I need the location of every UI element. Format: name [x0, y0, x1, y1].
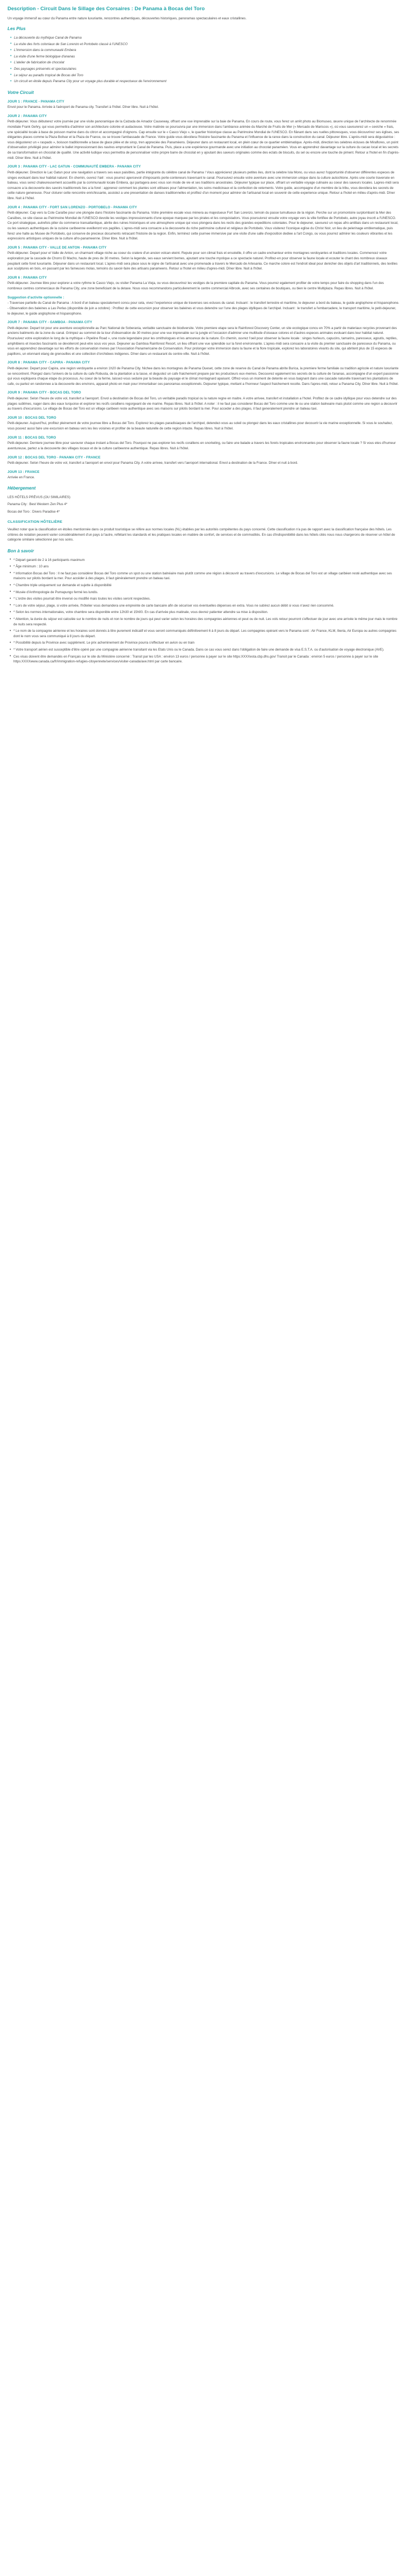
day-heading: JOUR 12 : BOCAS DEL TORO - PANAMA CITY - FRANCE: [8, 455, 101, 459]
bon-a-savoir-list: [8, 558, 399, 665]
day-heading: JOUR 11 : BOCAS DEL TORO: [8, 435, 56, 440]
list-item: • * Attention, la durée du séjour est calculée sur le nombre de nuits et non le nombre de jours qui peut varier selon les horaires des compagnies aériennes et peut ou de nuit. Les vols retour pourront s'effectuer de jour avec une arrivée le même jour mais le nombre de nuits sera respecté.: [13, 617, 399, 627]
day-block: [8, 320, 399, 356]
list-item: • Des paysages préservés et spectaculaires: [14, 67, 399, 72]
day-heading: JOUR 5 : PANAMA CITY - VALLE DE ANTON - PANAMA CITY: [8, 245, 107, 250]
page-title: Description - Circuit Dans le Sillage des Corsaires : De Panama à Bocas del Toro: [8, 5, 205, 11]
list-item: • * Âge minimum : 10 ans: [13, 564, 399, 570]
section-heading-les-plus: Les Plus: [8, 26, 26, 32]
classification-text: Veuillez noter que la classification en étoiles mentionnée dans ce produit touristique se réfère aux normes locales (NL) établies par les autorités compétentes du pays concerné. Cette classification n'a pas de rapport avec la classification française des hôtels. Les critères de notation peuvent varier considérablement d'un pays à l'autre, reflétant les standards et les pratiques locales en matière de confort, de services et de commodités. En cas d'indisponibilité dans les hôtels cités nous nous chargerons de réserver un hôtel de catégorie similaire sélectionné par nos soins.: [8, 528, 395, 542]
day-text: Petit-déjeuner. Journee libre pour explorer a votre rythme le Casco Viejo, ou visiter Panama La Vieja, ou vous decouvrirez les vestiges de la premiere capitale du Panama. Vous pourrez egalement profiter de votre temps pour faire du shopping dans l'un des nombreux centres commerciaux de Panama City, une zone beneficiant de la detaxe. Nous vous recommandons particulierement le centre commercial Albrook, avec ses centaines de boutiques, ou bien le centre Multiplaza. Repas libres. Nuit à l'hôtel.: [8, 281, 384, 291]
day-text: Petit-dejeuner. Aujourd'hui, profitez pleinement de votre journee libre a Bocas del Toro. Explorez les plages paradisiaques de l'archipel, detendez-vous au soleil ou plongez dans les eaux cristallines pour decouvrir la vie marine exceptionnelle. Si vous le souhaitez, vous pouvez aussi faire une excursion en bateau vers les iles voisines et profiter de la beaute naturelle de cette region intacte. Repas libres. Nuit à l'hôtel.: [8, 421, 393, 431]
list-item: • Ces visas doivent être demandés en Français sur le site du Ministère concerné : Transit par les USA : environ 13 euros / personne à payer sur le site https:XXXXesta.cbp.dhs.gov/ Transit par le Canada : environ 5 euros / personne à payer sur le site https:XXXXwww.canada.ca/fr/immigration-refugies-citoyennete/services/visiter-canada/ave.html par carte bancaire.: [13, 654, 399, 665]
day-text: Petit-déjeuner. Vous débuterez votre journée par une visite panoramique de la Calzada de Amador Causeway, offrant une vue imprenable sur la baie de Panama. En cours de route, vous ferez un arrêt photo au Biomuseo, œuvre unique de l'architecte de renommée mondiale Frank Gehry, qui vous permettra d'admirer son architecture colorée et audacieuse. Votre matinée se poursuivra par une immersion dans l'ambiance animée du Marché de Fruits de Mer (« Mercado de Mariscos »), où vous savourerez un « ceviche » frais, une spécialité locale à base de poisson marine dans du citron et accompagné d'oignons. Cap ensuite sur le « Casco Viejo », le quartier historique classe au Patrimoine Mondial de l'UNESCO. En flânant dans ses ruelles pittoresques, vous découvrirez ses églises, ses élégantes places comme la Plaza Bolivar et la Plaza de France, ou se trouve l'ambassade de France. Votre guide vous dévoilera l'histoire fascinante du Panama et l'influence de la rance dans la construction du canal. Déjeuner libre. L'après-midi sera dégustatrice : vous dégusterez un « raspado », boisson traditionnelle a base de glace pilée et de sirop, tren appreciée des Panaméens. Déjeuner dans un restaurant local, en plein cœur de ce quartier emblématique. Après-midi, direction les celebres écluses de Miraflores, un point d'observation privilégié pour admirer le ballet impressionnant des navires empruntant le Canal de Panama. Puis, place a une expérience gourmande avec une initiation au chocolat panaméen. Vous en apprendrez davantage sur la culture du cacao local et les secrets de sa transformation en chocolat de qualité. Une activité ludique vous permettra de personnaliser votre propre barre de chocolat en y ajoutant des saveurs originales comme des eclats de biscuits, du sel ou encore une touche de piment. Retour a l'hotel en fin d'après-midi. Dîner libre. Nuit à l'hôtel.: [8, 120, 399, 160]
day-block: [8, 470, 399, 480]
list-item: • * Départ garanti de 2 à 16 participants maximum: [13, 558, 399, 563]
bon-a-savoir-section: [8, 548, 399, 665]
list-item: • * Le nom de la compagnie aérienne et les horaires sont donnés à titre purement indicatif et vous seront communiqués définitivement 6 à 8 jours du départ. Les compagnies opérant vers le Panama sont : Air France, KLM, Iberia, Air Europa ou autres compagnies dont le nom vous sera communiqué à 8 jours du départ.: [13, 629, 399, 639]
list-item: • * Selon les normes internationales, votre chambre sera disponible entre 12h30 et 15h00. En cas d'arrivée plus matinale, vous devrez patienter attendre sa mise à disposition.: [13, 610, 399, 615]
classification-heading: CLASSIFICATION HÔTELIÈRE: [8, 520, 63, 524]
day-block: [8, 114, 399, 160]
list-item: • La visite d'une ferme biologique d'ananas: [14, 54, 399, 60]
day-block: [8, 455, 399, 466]
day-text: Petit-déjeuner. Direction le Lac Gatun pour une navigation a travers ses eaux paisibles, partie intégrante du célèbre canal de Panama ! Vous apprécierez plusieurs petites iles, dont la celebre Isla Mono, ou vous aurez l'opportunité d'observer différentes especes de singes evoluant dans leur habitat naturel. En chemin, ouvrez l'œil : vous pourrez apercevoir d'imposants porte-conteneurs traversant le canal. Poursuivez ensuite votre aventure avec une immersion unique dans la culture autochtone. Après une courte traversée en bateau, vous serez chaleureusement accueillis par la communauté locale Embera, qui partagera avec vous son mode de vie et ses traditions ancestrales. Déjeuner typique sur place, offrant un veritable voyage culinaire au coeur des saveurs locales. Lapres-midi sera consacre a la decouverte des savoirs traditionnels lies a la foret : apprenez comment les plantes sont utilisees pour l'alimentation, les soins medicinaux et la confection de vetements. Votre guide, accompagne d'un membre de la tribu, vous devoilera les secrets de cette nature genereuse. Pour cloturer cette rencontre enrichissante, assistez a une presentation de danses traditionnelles et profitez d'un moment pour admirer de l'artisanat local en souvenir de cette experience unique. Retour a l'hotel en milieu d'après-midi. Dîner libre. Nuit à l'hôtel.: [8, 170, 399, 200]
list-item: • L'atelier de fabrication de chocolat: [14, 60, 399, 65]
day-heading: JOUR 7 : PANAMA CITY - GAMBOA - PANAMA CITY: [8, 320, 92, 325]
list-item: • La visite des forts coloniaux de San Lorenzo et Portobelo classé à l'UNESCO: [14, 42, 399, 47]
day-text: Arrivée en France.: [8, 476, 35, 480]
list-item: • * Chambre triple uniquement sur demande et sujette à disponibilité: [13, 583, 399, 588]
document-page: [0, 0, 407, 683]
day-heading: JOUR 4 : PANAMA CITY - FORT SAN LORENZO - PORTOBELO - PANAMA CITY: [8, 205, 137, 209]
list-item: • * Possibilité depuis la Province avec supplément. Le prix acheminement de Province pourra s'effectuer en avion ou en train: [13, 640, 399, 646]
hotels-label: LES HÔTELS PRÉVUS (OU SIMILAIRES): [8, 495, 70, 499]
section-heading-votre-circuit: Votre Circuit: [8, 90, 34, 95]
intro-paragraph: Un voyage immersif au cœur du Panama entre nature luxuriante, rencontres authentiques, découvertes historiques, panoramas spectaculaires et eaux cristallines.: [8, 16, 247, 20]
day-text: Petit-dejeuner. Selon l'heure de votre vol, transfert a l'aeroport. Envol a destination de Bocas del Toro, un veritable paradis tropical ou la nature regne en maitre. A votre arrivee, transfert et installation a l'hotel. Profitez de ce cadre idyllique pour vous detendre sur des plages sublimes, nager dans des eaux turquoise et explorer les recifs coralliens regorgeant de vie marine. Repas libres. Nuit à l'hôtel. A noter : il ne faut pas considerer Bocas del Toro comme une ile ou une station balneaire mais plutot comme une region a decouvrir au travers d'excursions. Le village de Bocas del Toro est un village caribeen reste authentique avec ses maisons sur pilotis bordant la mer. Pour acceder a des plages, il faut generalement prendre un bateau taxi.: [8, 397, 398, 411]
hebergement-block: [8, 495, 399, 515]
day-heading: JOUR 13 : FRANCE: [8, 470, 40, 474]
list-item: • * L'ordre des visites pourrait être inversé ou modifié mais toutes les visites seront respectées.: [13, 596, 399, 602]
les-plus-list: [8, 35, 399, 84]
list-item: • * Musée d'Anthropologie de Pumapungo fermé les lundis.: [13, 590, 399, 595]
day-block: [8, 99, 399, 110]
day-block: [8, 390, 399, 411]
day-text: Petit-dejeuner. Derniere journee libre pour savourer chaque instant a Bocas del Toro. Pourquoi ne pas explorer les recifs coralliens en snorkeling, ou faire une balade a travers les forets tropicales environnantes pour observer la faune locale ? Si vous etes d'humeur aventureuse, partez a la decouverte des villages locaux et de la culture caribeenne authentique. Repas libres. Nuit à l'hôtel.: [8, 441, 396, 450]
day-text: Petit-déjeuner. Cap vers la Cote Caraïbe pour une plongée dans l'histoire fascinante du Panama. Votre première escale vous mènera au majestueux Fort San Lorenzo, temoin du passe tumultueux de la région. Perche sur un promontoire surplombant la Mer des Caraïbes, ce site classe au Patrimoine Mondial de l'UNESCO devoile les vestiges impressionnants d'une epoque marquee par les pirates et les conquistadors. Vous poursuivrez ensuite votre voyage vers la ville fortifiee de Portobelo, autre joyau inscrit a l'UNESCO. Ce port strategique, autrefois pilier du commerce transatlantique, abrite des ruines historiques et une atmosphere unique qui vous plongera dans les recits des grandes expeditions coloniales. Pour le dejeuner, savourez un repas afro-antillais dans un restaurant local, ou les saveurs authentiques de la cuisine caribeenne eveilleront vos papilles. L'apres-midi sera consacre a la decouverte du riche patrimoine culturel et religieux de Portobelo. Vous visiterez l'iconique eglise du Christ Noir, un lieu de pelerinage emblematique, puis ferez une halte au Musee de Portobelo, qui conserve de precieux documents retracant l'histoire de la region. Enfin, terminez cette journee immersive par une visite d'une salle d'exposition dediee a l'art Congo, ou vous pourrez admirer les couleurs vibrantes et les expressions artistiques uniques de la culture afro-panameenne. Dîner libre. Nuit à l'hôtel.: [8, 211, 398, 241]
section-heading-hebergement: Hébergement: [8, 485, 36, 491]
day-text: Envol pour le Panama. Arrivée à l'aéroport de Panama city. Transfert à l'hôtel. Dîner libre. Nuit à l'hôtel.: [8, 105, 159, 110]
day-block: [8, 275, 399, 291]
list-item: • Un circuit en étoile depuis Panama City pour un voyage plus durable et respectueux de l'environnement: [14, 79, 399, 84]
day-heading: JOUR 10 : BOCAS DEL TORO: [8, 415, 56, 420]
day-block: [8, 245, 399, 272]
bon-a-savoir-heading: Bon à savoir: [8, 548, 34, 553]
day-heading: JOUR 1 : FRANCE - PANAMA CITY: [8, 99, 64, 104]
day-heading: JOUR 3 : PANAMA CITY - LAC GATUN - COMMUNAUTÉ EMBERA - PANAMA CITY: [8, 165, 141, 169]
day-text: Petit-dejeuner. Selon l'heure de votre vol, transfert a l'aeroport en envol pour Panama City. A votre arrivee, transfert vers l'aeroport international. Envol a destination de la France. Dîner et nuit à bord.: [8, 461, 299, 465]
hotel-panama-city: Panama City : Best Western Zen Plus 4*: [8, 502, 68, 507]
day-block: [8, 205, 399, 242]
list-item: • * Lors de votre séjour, plage, si votre arrivée, l'hôtelier vous demandera une empreinte de carte bancaire afin de sécuriser vos éventuelles dépenses en extra. Vous ne subirez aucun débit si vous n'avez rien consommé.: [13, 603, 399, 609]
optional-activities-block: [8, 295, 399, 316]
day-text: Petit-déjeuner. Depart pour el Valle de Anton, un charmant village niche au coeur du cratere d'un ancien volcan eteint. Repute pour son climat frais et ensoleille, il offre un cadre enchanteur entre montagnes verdoyantes et traditions locales. Commencez votre exploration par la cascade de Chorro El Macho, haute de pres de 30 metres. Selon la legende, ses eaux servient bemes, ajoutant une touche mystique a ce spectacle naturel. Profitez-en pour observer la faune locale et ecouter le chant des nombreux oiseaux peuplant cette foret luxuriante. Déjeuner dans un restaurant local. L'apres-midi sera place sous le signe de l'artisanat avec une promenade a travers le Mercado de Artesania. Ce marche colore est l'endroit ideal pour denicher des objets d'art traditionnels, des textiles aux sculptures en bois, en passant par les fameuses molas, temoins du savoir-faire des artisans panameens. Retour a l'hotel en milieu d'apres-midi. Dîner libre. Nuit à l'hôtel.: [8, 251, 398, 271]
day-heading: JOUR 8 : PANAMA CITY - CAPIRA - PANAMA CITY: [8, 361, 90, 365]
list-item: • * Votre transport aérien est susceptible d'être opéré par une compagnie aérienne transitant via les Etats Unis ou le Canada. Dans ce cas vous serez dans l'obligation de faire une demande de visa E.S.T.A. ou d'autorisation de voyage électronique (AVE).: [13, 647, 399, 653]
day-heading: JOUR 2 : PANAMA CITY: [8, 114, 47, 118]
day-block: [8, 164, 399, 201]
day-text: Petit-dejeuner. Depart tot pour une aventure exceptionnelle au Parc National de Soberania, veritable sanctuaire de biodiversite. Votre premiere etape sera le Rainforest Discovery Center, un site ecologique concu en 70% a partir de materiaux recycles provenant des anciens batiments de la zone du canal. Grimpez au sommet de la tour d'observation de 30 metres pour une vue imprenable sur la jungle et l'occasion d'admirer une multitude d'oiseaux colores et d'autres especes animales evoluant dans leur habitat naturel. Poursuivez votre exploration le long de la mythique « Pipeline Road », une route legendaire pour les ornithologues et les amoureux de la nature. En chemin, ouvrez l'oeil pour observer la faune locale : singes hurleurs, capucins, tamarins, paresseux, agoutis, reptiles, amphibiens et insectes fascinants se devoileront peut-etre sous vos yeux. Dejeuner au Gamboa Rainforest Resort, un lieu offrant une vue splendide sur la foret environnante. L'apres-midi sera consacre a la visite du premier sanctuaire de paresseux du Panama, ou vous en apprendrez davantage sur les efforts de conservation menes par l'Association Panamericaine de Conservation. Pour prolonger votre immersion dans la faune et la flore tropicale, explorez les laboratoires vivants du site, qui abritent plus de 15 especes de papillons, un etonnant etang de grenouilles et une collection d'orchidees indigenes. Dîner dans un restaurant du centre-ville. Nuit à l'hôtel.: [8, 326, 398, 356]
day-block: [8, 360, 399, 386]
optional-activities-heading: Suggestion d'activite optionnelle :: [8, 295, 64, 300]
day-heading: JOUR 9 : PANAMA CITY - BOCAS DEL TORO: [8, 391, 81, 395]
list-item: • * Information Bocas del Toro : Il ne faut pas considérer Bocas del Toro comme un spot ou une station balnéaire mais plutôt comme une région à découvrir au travers d'excursions. Le village de Bocas del Toro est un village caribéen resté authentique avec ses maisons sur pilotis bordant la mer. Pour accéder à des plages, il faut généralement prendre un bateau taxi.: [13, 571, 399, 581]
day-block: [8, 435, 399, 451]
day-block: [8, 415, 399, 432]
list-item: • Le séjour au paradis tropical de Bocas del Toro: [14, 73, 399, 78]
list-item: • La découverte du mythique Canal de Panama: [14, 35, 399, 41]
optional-activities-text: - Traversee partielle du Canal de Panama : A bord d'un bateau specialement concu pour cela, vivez l'experience unique de traverses ses ecluses du canal. Incluant : le transfert terrestre et maritime, le dejeuner a bord du bateau, le guide anglophone et hispanophone. - Observation des baleines a Las Perlas (disponible de juin a octobre) : Profitez de cette excursion pour observer les baleines et vous detendre sur l'une des plages idylliques de l'archipel. Incluant : le transfert a l'embarcadere, le transport maritime, le petit-dejeuner, le dejeuner, le guide anglophone et hispanophone.: [8, 301, 399, 316]
day-text: Petit-dejeuner. Depart pour Capira, une region verdoyante a environ 1h20 de Panama City. Nichee dans les montagnes de Panama Oueset, cette zone de reserve du Canal de Panama abrite Burica, la premiere ferme familiale ou tradition agricole et nature luxuriante se rencontrent. Plongez dans l'univers de la culture du cafe Robusta, de la plantation a la tasse, et degustez un cafe fraichement prepare par les producteurs eux-memes. Decouvrez egalement les secrets de la culture de l'ananas, accompagne d'un expert passionne qui vous expliquera chaque etape du processus. Au coeur de la ferme, laissez-vous seduire par la beaute du paysage et le climat montagnard apaisant. Offrez-vous un moment de detente en vous baignant dans une cascade naturelle traversant les plantations de cafe, ou partez en randonnee a la decouverte des environs, apparait photo en main pour immortaliser ces panoramas exceptionnels. Dejeuner typique, mettant a l'honneur l'aspect fraichement recolte. Dans l'apres-midi, retour a Panama City. Dîner libre. Nuit à l'hôtel.: [8, 367, 399, 386]
hotel-bocas-del-toro: Bocas del Toro : Divers Paradise 4*: [8, 509, 60, 514]
day-heading: JOUR 6 : PANAMA CITY: [8, 275, 47, 280]
list-item: • L'immersion dans la communauté Embera: [14, 48, 399, 53]
